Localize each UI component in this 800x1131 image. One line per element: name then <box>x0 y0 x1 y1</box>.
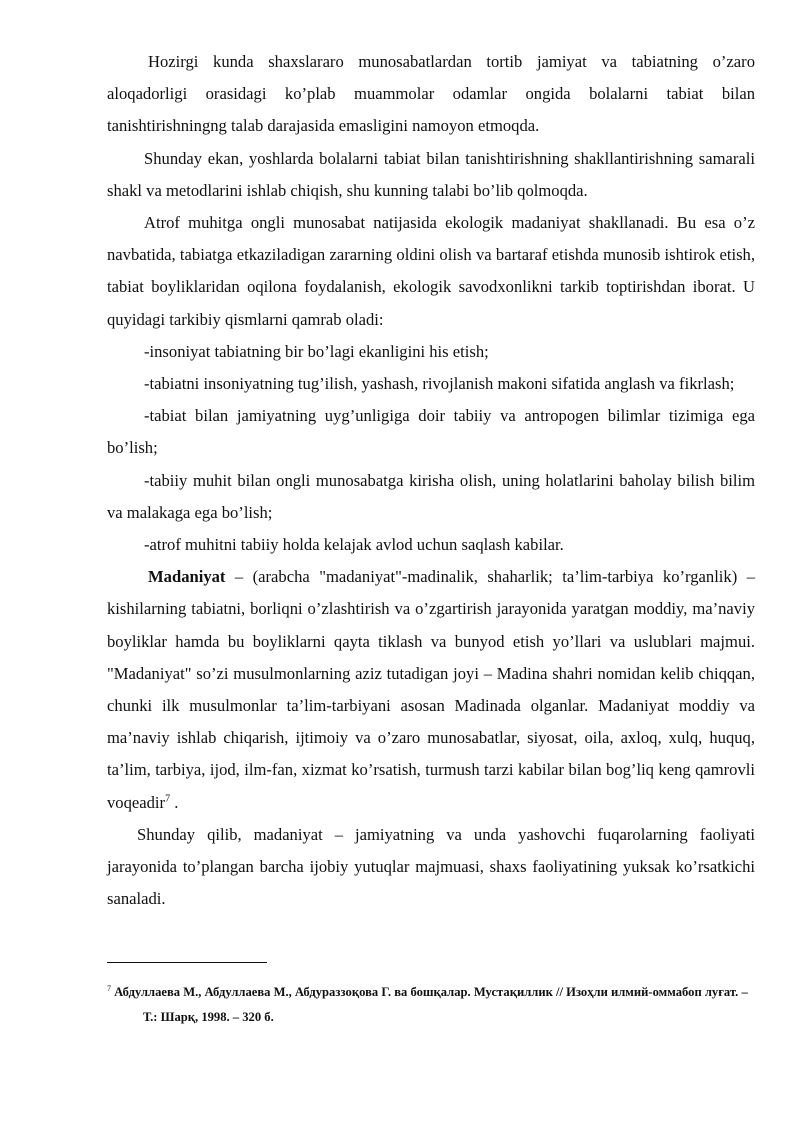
paragraph-shunday-ekan: Shunday ekan, yoshlarda bolalarni tabiat bilan tanishtirishning shakllantirishning samarali shakl va metodlarini ishlab chiqish, shu kunning talabi bo’lib qolmoqda. <box>107 148 755 200</box>
list-item: -tabiat bilan jamiyatning uyg’unligiga doir tabiiy va antropogen bilimlar tizimiga ega bo’lish; <box>107 406 755 458</box>
paragraph-definition <box>107 561 755 819</box>
definition-term: Madaniyat <box>148 567 226 587</box>
list-item: -tabiiy muhit bilan ongli munosabatga kirisha olish, uning holatlarini baholay bilish bilim va malakaga ega bo’lish; <box>107 470 755 522</box>
paragraph-conclusion: Shunday qilib, madaniyat – jamiyatning va unda yashovchi fuqarolarning faoliyati jarayonida to’plangan barcha ijobiy yutuqlar majmuasi, shaxs faoliyatining yuksak ko’rsatkichi sanaladi. <box>107 824 755 909</box>
list-item: -atrof muhitni tabiiy holda kelajak avlod uchun saqlash kabilar. <box>144 535 564 555</box>
definition-text: – (arabcha "madaniyat"-madinalik, shaharlik; ta’lim-tarbiya ko’rganlik) – kishilarning tabiatni, borliqni o’zlashtirish va o’zgartirish jarayonida yaratgan moddiy, ma’naviy boyliklar hamda bu boyliklarni qayta tiklash va bunyod etish yo’llari va uslublari majmui. "Madaniyat" so’zi musulmonlarning aziz tutadigan joyi – Madina shahri nomidan kelib chiqqan, chunki ilk musulmonlar ta’lim-tarbiyani asosan Madinada olganlar. Madaniyat moddiy va ma’naviy ishlab chiqarish, ijtimoiy va o’zaro munosabatlar, siyosat, oila, axloq, xulq, huquq, ta’lim, tarbiya, ijod, ilm-fan, xizmat ko’rsatish, turmush tarzi kabilar bilan bog’liq keng qamrovli voqeadir <box>107 567 755 812</box>
list-item: -insoniyat tabiatning bir bo’lagi ekanligini his etish; <box>144 341 489 361</box>
paragraph-intro: Hozirgi kunda shaxslararo munosabatlardan tortib jamiyat va tabiatning o’zaro aloqadorligi orasidagi ko’plab muammolar odamlar ongida bolalarni tabiat bilan tanishtirishningng talab darajasida emasligini namoyon etmoqda. <box>107 52 755 136</box>
footnote-divider <box>107 962 267 963</box>
footnote <box>107 980 755 1030</box>
definition-trailing: . <box>170 792 179 812</box>
footnote-reference: 7 <box>165 793 171 805</box>
body-text <box>107 46 755 915</box>
footnote-mark: 7 <box>107 983 111 993</box>
paragraph-ecological-culture: Atrof muhitga ongli munosabat natijasida ekologik madaniyat shakllanadi. Bu esa o’z navbatida, tabiatga etkaziladigan zararning oldini olish va bartaraf etishda munosib ishtirok etish, tabiat boyliklaridan oqilona foydalanish, ekologik savodxonlikni tarkib toptirishdan iborat. U quyidagi tarkibiy qismlarni qamrab oladi: <box>107 213 755 329</box>
list-item: -tabiatni insoniyatning tug’ilish, yashash, rivojlanish makoni sifatida anglash va fikrlash; <box>144 374 735 394</box>
footnote-text: Абдуллаева М., Абдуллаева М., Абдураззоқова Г. ва бошқалар. Мустақиллик // Изоҳли илмий-оммабоп луғат. – Т.: Шарқ, 1998. – 320 б. <box>111 985 748 1024</box>
